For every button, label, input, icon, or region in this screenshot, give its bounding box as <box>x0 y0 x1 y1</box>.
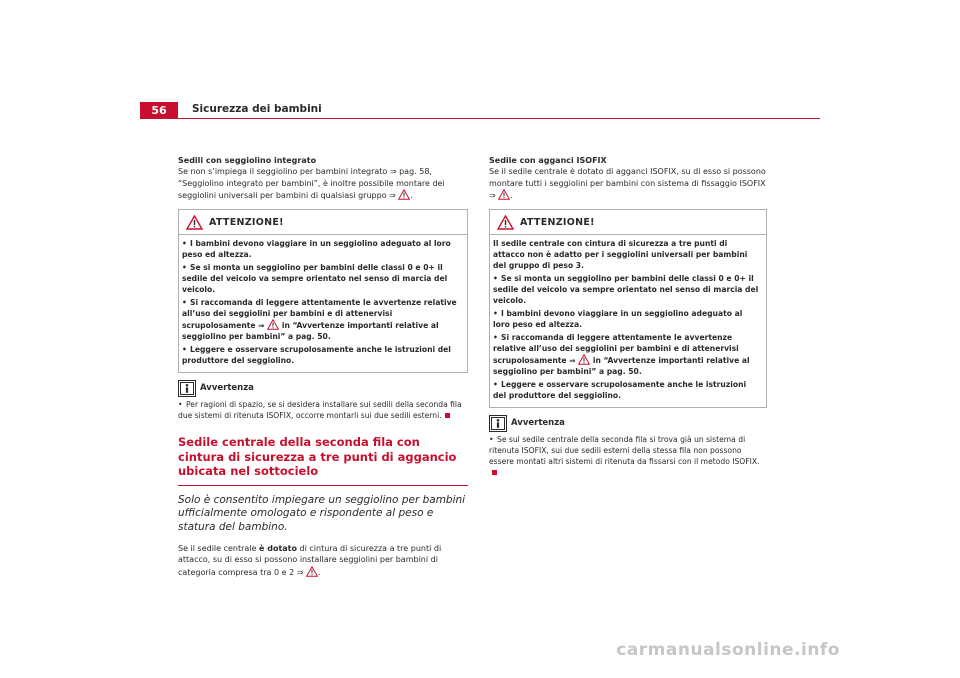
warning-divider <box>490 234 766 235</box>
warning-triangle-icon <box>186 215 203 230</box>
warning-triangle-icon <box>398 189 410 200</box>
warning-triangle-icon <box>267 319 279 330</box>
warning-lead: Il sedile centrale con cintura di sicurezza a tre punti di attacco non è adatto per i seggiolini universali per bambini del gruppo di peso 3. <box>493 239 748 271</box>
section-intro: Solo è consentito impiegare un seggiolino per bambini ufficialmente omologato e rispondente al peso e statura del bambino. <box>178 493 466 533</box>
right-column <box>489 155 767 478</box>
warning-title: ATTENZIONE! <box>520 217 595 229</box>
warning-header <box>490 210 766 234</box>
warning-box <box>489 209 767 408</box>
paragraph-central-seat: Se il sedile centrale è dotato di cintura di sicurezza a tre punti di attacco, su di esso si possono installare seggiolini per bambini di categoria compresa tra 0 e 2 ⇒ . <box>178 544 442 577</box>
info-note-icon <box>489 415 507 432</box>
info-note-icon <box>178 380 196 397</box>
warning-box <box>178 209 468 373</box>
left-column <box>178 155 468 584</box>
note-title: Avvertenza <box>511 418 565 429</box>
warning-item: • Leggere e osservare scrupolosamente anche le istruzioni del produttore del seggiolino. <box>182 345 451 366</box>
paragraph-integrated-seat: Se non s’impiega il seggiolino per bambini integrato ⇒ pag. 58, “Seggiolino integrato per bambini”, è inoltre possibile montare dei seggiolini universali per bambini di qualsiasi gruppo ⇒ . <box>178 167 445 200</box>
warning-item: • I bambini devono viaggiare in un seggiolino adeguato al loro peso ed altezza. <box>493 309 743 330</box>
warning-triangle-icon <box>578 354 590 365</box>
page-number: 56 <box>140 102 178 119</box>
warning-triangle-icon <box>498 189 510 200</box>
watermark: carmanualsonline.info <box>616 640 840 660</box>
warning-title: ATTENZIONE! <box>209 217 284 229</box>
note-header <box>178 380 468 397</box>
note-title: Avvertenza <box>200 383 254 394</box>
note-text: • Se sul sedile centrale della seconda fila si trova già un sistema di ritenuta ISOFIX, sui due sedili esterni della stessa fila non possono essere montati altri sistemi di ritenuta da fissarsi con il metodo ISOFIX. <box>489 434 767 478</box>
warning-divider <box>179 234 467 235</box>
running-title: Sicurezza dei bambini <box>192 103 322 115</box>
warning-item: • Se si monta un seggiolino per bambini delle classi 0 e 0+ il sedile del veicolo va sempre orientato nel senso di marcia del veicolo. <box>493 274 759 306</box>
subheading-integrated-seat: Sedili con seggiolino integrato <box>178 156 317 165</box>
section-rule <box>178 485 468 486</box>
paragraph-isofix-seat: Se il sedile centrale è dotato di agganci ISOFIX, su di esso si possono montare tutti i seggiolini per bambini con sistema di fissaggio ISOFIX ⇒ . <box>489 167 766 200</box>
warning-item: • Se si monta un seggiolino per bambini delle classi 0 e 0+ il sedile del veicolo va sempre orientato nel senso di marcia del veicolo. <box>182 263 448 295</box>
subheading-isofix-seat: Sedile con agganci ISOFIX <box>489 156 607 165</box>
warning-item: • Leggere e osservare scrupolosamente anche le istruzioni del produttore del seggiolino. <box>493 380 747 401</box>
warning-triangle-icon <box>497 215 514 230</box>
warning-triangle-icon <box>306 566 318 577</box>
warning-item: • I bambini devono viaggiare in un seggiolino adeguato al loro peso ed altezza. <box>182 239 451 260</box>
section-end-mark <box>445 413 450 418</box>
warning-item: • Si raccomanda di leggere attentamente le avvertenze relative all’uso dei seggiolini per bambini e di attenervisi scrupolosamente ⇒ in “Avvertenze importanti relative al seggiolino per bambini” a pag. 50. <box>493 333 750 377</box>
warning-header <box>179 210 467 234</box>
note-text: • Per ragioni di spazio, se si desidera installare sui sedili della seconda fila due sistemi di ritenuta ISOFIX, occorre montarli sui due sedili esterni. <box>178 400 462 421</box>
note-header <box>489 415 767 432</box>
section-end-mark <box>492 470 497 475</box>
section-title: Sedile centrale della seconda fila con cintura di sicurezza a tre punti di aggancio ubicata nel sottocielo <box>178 435 457 479</box>
header-rule <box>140 118 820 119</box>
warning-item: • Si raccomanda di leggere attentamente le avvertenze relative all’uso dei seggiolini per bambini e di attenervisi scrupolosamente ⇒ in “Avvertenze importanti relative al seggiolino per bambini” a pag. 50. <box>182 298 457 342</box>
